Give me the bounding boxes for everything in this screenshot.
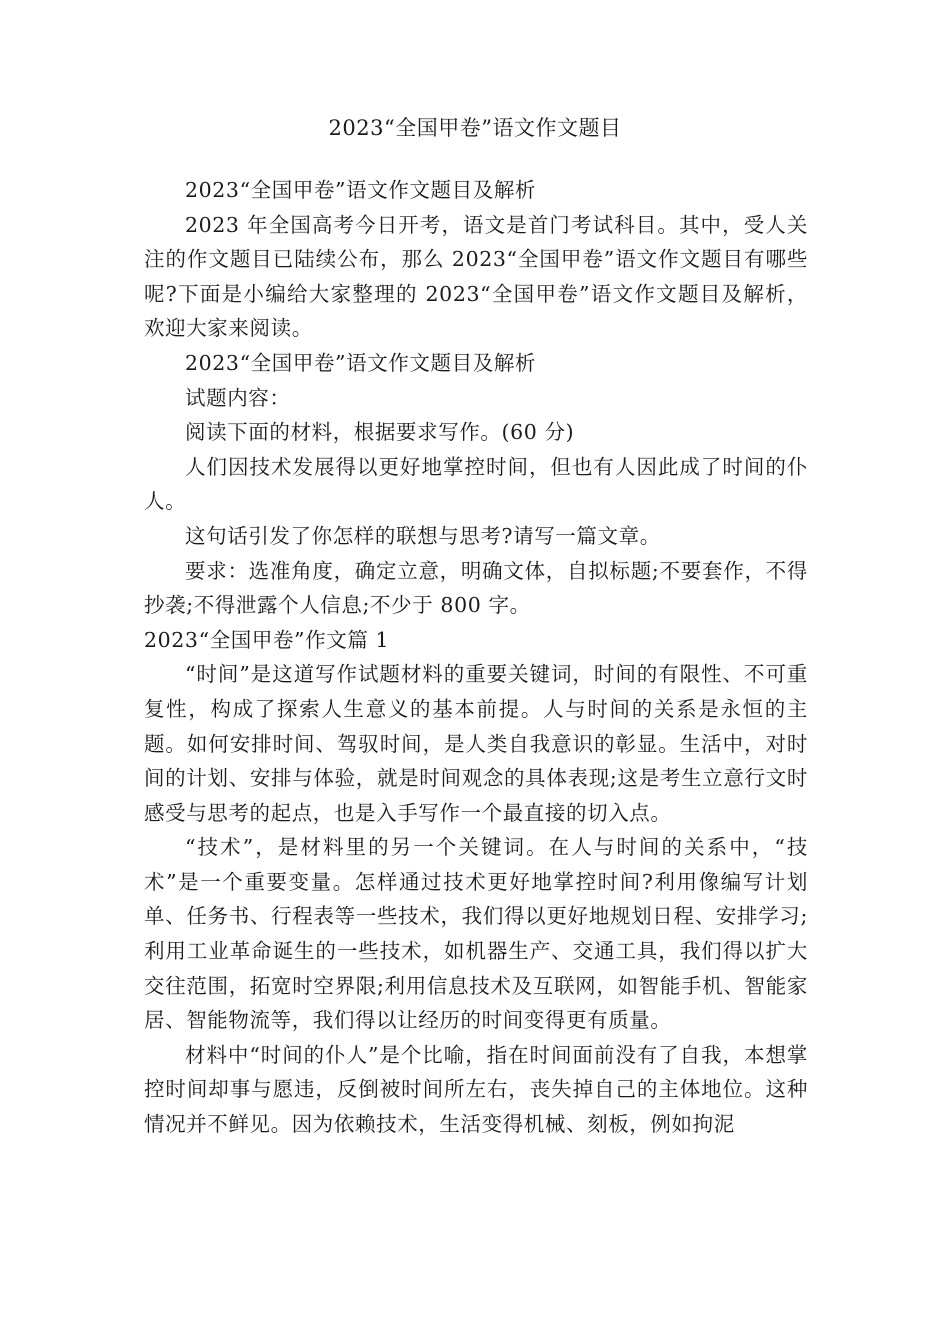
page-title: 2023“全国甲卷”语文作文题目 xyxy=(328,116,622,140)
instruction-paragraph: 阅读下面的材料，根据要求写作。(60 分) xyxy=(185,420,575,445)
question-label-paragraph: 试题内容： xyxy=(185,385,291,410)
material-paragraph: 人们因技术发展得以更好地掌控时间，但也有人因此成了时间的仆人。 xyxy=(144,454,808,514)
essay-paragraph-servant: 材料中“时间的仆人”是个比喻，指在时间面前没有了自我，本想掌控时间却事与愿违，反倒被时间所左右，丧失掉自己的主体地位。这种情况并不鲜见。因为依赖技术，生活变得机械、刻板，例如拘泥 xyxy=(144,1042,808,1137)
essay-paragraph-time: “时间”是这道写作试题材料的重要关键词，时间的有限性、不可重复性，构成了探索人生意义的基本前提。人与时间的关系是永恒的主题。如何安排时间、驾驭时间，是人类自我意识的彰显。生活中，对时间的计划、安排与体验，就是时间观念的具体表现;这是考生立意行文时感受与思考的起点，也是入手写作一个最直接的切入点。 xyxy=(144,662,808,825)
essay-paragraph-technology: “技术”，是材料里的另一个关键词。在人与时间的关系中，“技术”是一个重要变量。怎样通过技术更好地掌控时间?利用像编写计划单、任务书、行程表等一些技术，我们得以更好地规划日程、安排学习;利用工业革命诞生的一些技术，如机器生产、交通工具，我们得以扩大交往范围，拓宽时空界限;利用信息技术及互联网，如智能手机、智能家居、智能物流等，我们得以让经历的时间变得更有质量。 xyxy=(144,835,808,1033)
intro-paragraph: 2023 年全国高考今日开考，语文是首门考试科目。其中，受人关注的作文题目已陆续公布，那么 2023“全国甲卷”语文作文题目有哪些呢?下面是小编给大家整理的 2023“全国甲卷”语文作文题目及解析，欢迎大家来阅读。 xyxy=(144,212,808,341)
requirements-paragraph: 要求：选准角度，确定立意，明确文体，自拟标题;不要套作，不得抄袭;不得泄露个人信息;不少于 800 字。 xyxy=(144,558,808,618)
essay-heading: 2023“全国甲卷”作文篇 1 xyxy=(144,627,390,652)
prompt-paragraph: 这句话引发了你怎样的联想与思考?请写一篇文章。 xyxy=(185,523,661,548)
section-heading-paragraph: 2023“全国甲卷”语文作文题目及解析 xyxy=(185,350,537,375)
document-body xyxy=(144,173,808,1142)
subtitle-paragraph: 2023“全国甲卷”语文作文题目及解析 xyxy=(185,178,537,202)
